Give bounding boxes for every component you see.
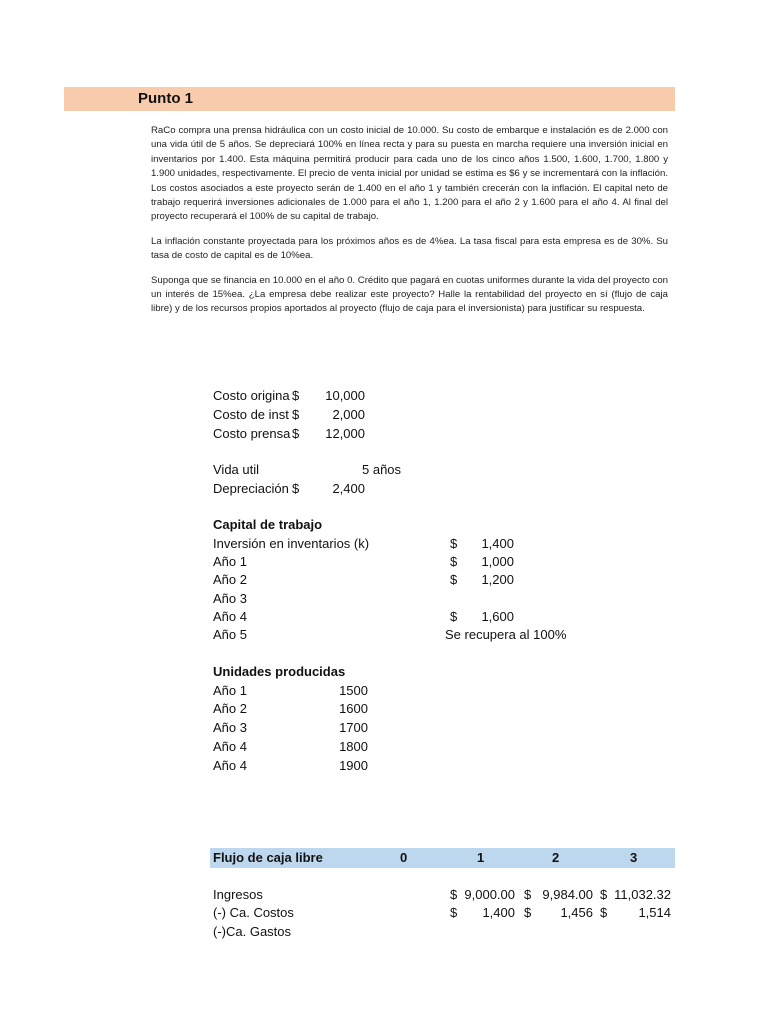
cash-flow-year: 3: [630, 850, 638, 865]
cost-value: 10,000: [325, 388, 365, 403]
cash-flow-value: 9,000.00: [464, 887, 515, 902]
units-label: Año 4: [213, 758, 247, 773]
units-label: Año 3: [213, 720, 247, 735]
units-label: Año 1: [213, 683, 247, 698]
cash-flow-row-label: (-)Ca. Gastos: [213, 924, 292, 939]
working-capital-note: Se recupera al 100%: [445, 627, 567, 642]
cash-flow-value: 1,400: [482, 905, 515, 920]
cost-value: 12,000: [325, 426, 365, 441]
working-capital-value: 1,000: [481, 554, 514, 569]
cash-flow-year: 0: [400, 850, 408, 865]
depreciation-label: Depreciación: [213, 481, 289, 496]
working-capital-currency: $: [450, 609, 458, 624]
problem-paragraph-2: La inflación constante proyectada para los próximos años es de 4%ea. La tasa fiscal para esta empresa es de 30%. Su tasa de costo de capital es de 10%ea.: [151, 235, 668, 262]
cost-currency: $: [292, 388, 300, 403]
problem-paragraph-1: RaCo compra una prensa hidráulica con un costo inicial de 10.000. Su costo de embarque e instalación es de 2.000 con una vida útil de 5 años. Se depreciará 100% en línea recta y para su puesta en marcha requiere una inversión inicial en inventarios por 1.400. Esta máquina permitirá producir para cada uno de los cinco años 1.500, 1.600, 1.700, 1.800 y 1.900 unidades, respectivamente. El precio de venta inicial por unidad se estima es $6 y se incrementará con la inflación. Los costos asociados a este proyecto serán de 1.400 en el año 1 y también crecerán con la inflación. El capital neto de trabajo requerirá inversiones adicionales de 1.000 para el año 1, 1.200 para el año 2 y 1.600 para el año 4. Al final del proyecto recuperará el 100% de su capital de trabajo.: [151, 125, 668, 223]
units-value: 1800: [339, 739, 368, 754]
cash-flow-currency: $: [524, 887, 532, 902]
section-title: Punto 1: [138, 90, 193, 107]
units-label: Año 4: [213, 739, 247, 754]
depreciation-currency: $: [292, 481, 300, 496]
depreciation-value: 2,400: [332, 481, 365, 496]
life-label: Vida util: [213, 462, 260, 477]
cash-flow-value: 9,984.00: [542, 887, 593, 902]
units-value: 1900: [339, 758, 368, 773]
problem-statement: [151, 124, 668, 327]
working-capital-value: 1,400: [481, 536, 514, 551]
cash-flow-currency: $: [450, 905, 458, 920]
working-capital-value: 1,200: [481, 572, 514, 587]
units-value: 1500: [339, 683, 368, 698]
units-value: 1700: [339, 720, 368, 735]
cash-flow-title: Flujo de caja libre: [213, 850, 323, 865]
units-title: Unidades producidas: [213, 664, 346, 679]
cost-value: 2,000: [332, 407, 365, 422]
cost-currency: $: [292, 407, 300, 422]
working-capital-currency: $: [450, 536, 458, 551]
working-capital-value: 1,600: [481, 609, 514, 624]
working-capital-currency: $: [450, 572, 458, 587]
cash-flow-year: 2: [552, 850, 560, 865]
working-capital-title: Capital de trabajo: [213, 517, 323, 532]
cash-flow-currency: $: [600, 905, 608, 920]
cash-flow-currency: $: [600, 887, 608, 902]
working-capital-label: Año 5: [213, 627, 247, 642]
cash-flow-row-label: Ingresos: [213, 887, 263, 902]
working-capital-label: Año 3: [213, 591, 247, 606]
working-capital-label: Año 2: [213, 572, 247, 587]
units-value: 1600: [339, 701, 368, 716]
cost-currency: $: [292, 426, 300, 441]
cost-label: Costo de inst: [213, 407, 289, 422]
life-value: 5 años: [362, 462, 402, 477]
cost-label: Costo origina: [213, 388, 290, 403]
working-capital-label: Inversión en inventarios (k): [213, 536, 370, 551]
cash-flow-value: 11,032.32: [614, 887, 671, 902]
problem-paragraph-3: Suponga que se financia en 10.000 en el año 0. Crédito que pagará en cuotas uniformes durante la vida del proyecto con un interés de 15%ea. ¿La empresa debe realizar este proyecto? Halle la rentabilidad del proyecto en sí (flujo de caja libre) y de los recursos propios aportados al proyecto (flujo de caja para el inversionista) para justificar su respuesta.: [151, 274, 668, 315]
cash-flow-year: 1: [477, 850, 485, 865]
working-capital-label: Año 1: [213, 554, 247, 569]
cash-flow-currency: $: [450, 887, 458, 902]
working-capital-currency: $: [450, 554, 458, 569]
cash-flow-value: 1,514: [638, 905, 671, 920]
cash-flow-currency: $: [524, 905, 532, 920]
cash-flow-value: 1,456: [560, 905, 593, 920]
units-label: Año 2: [213, 701, 247, 716]
cost-label: Costo prensa: [213, 426, 291, 441]
working-capital-label: Año 4: [213, 609, 247, 624]
cash-flow-row-label: (-) Ca. Costos: [213, 905, 294, 920]
